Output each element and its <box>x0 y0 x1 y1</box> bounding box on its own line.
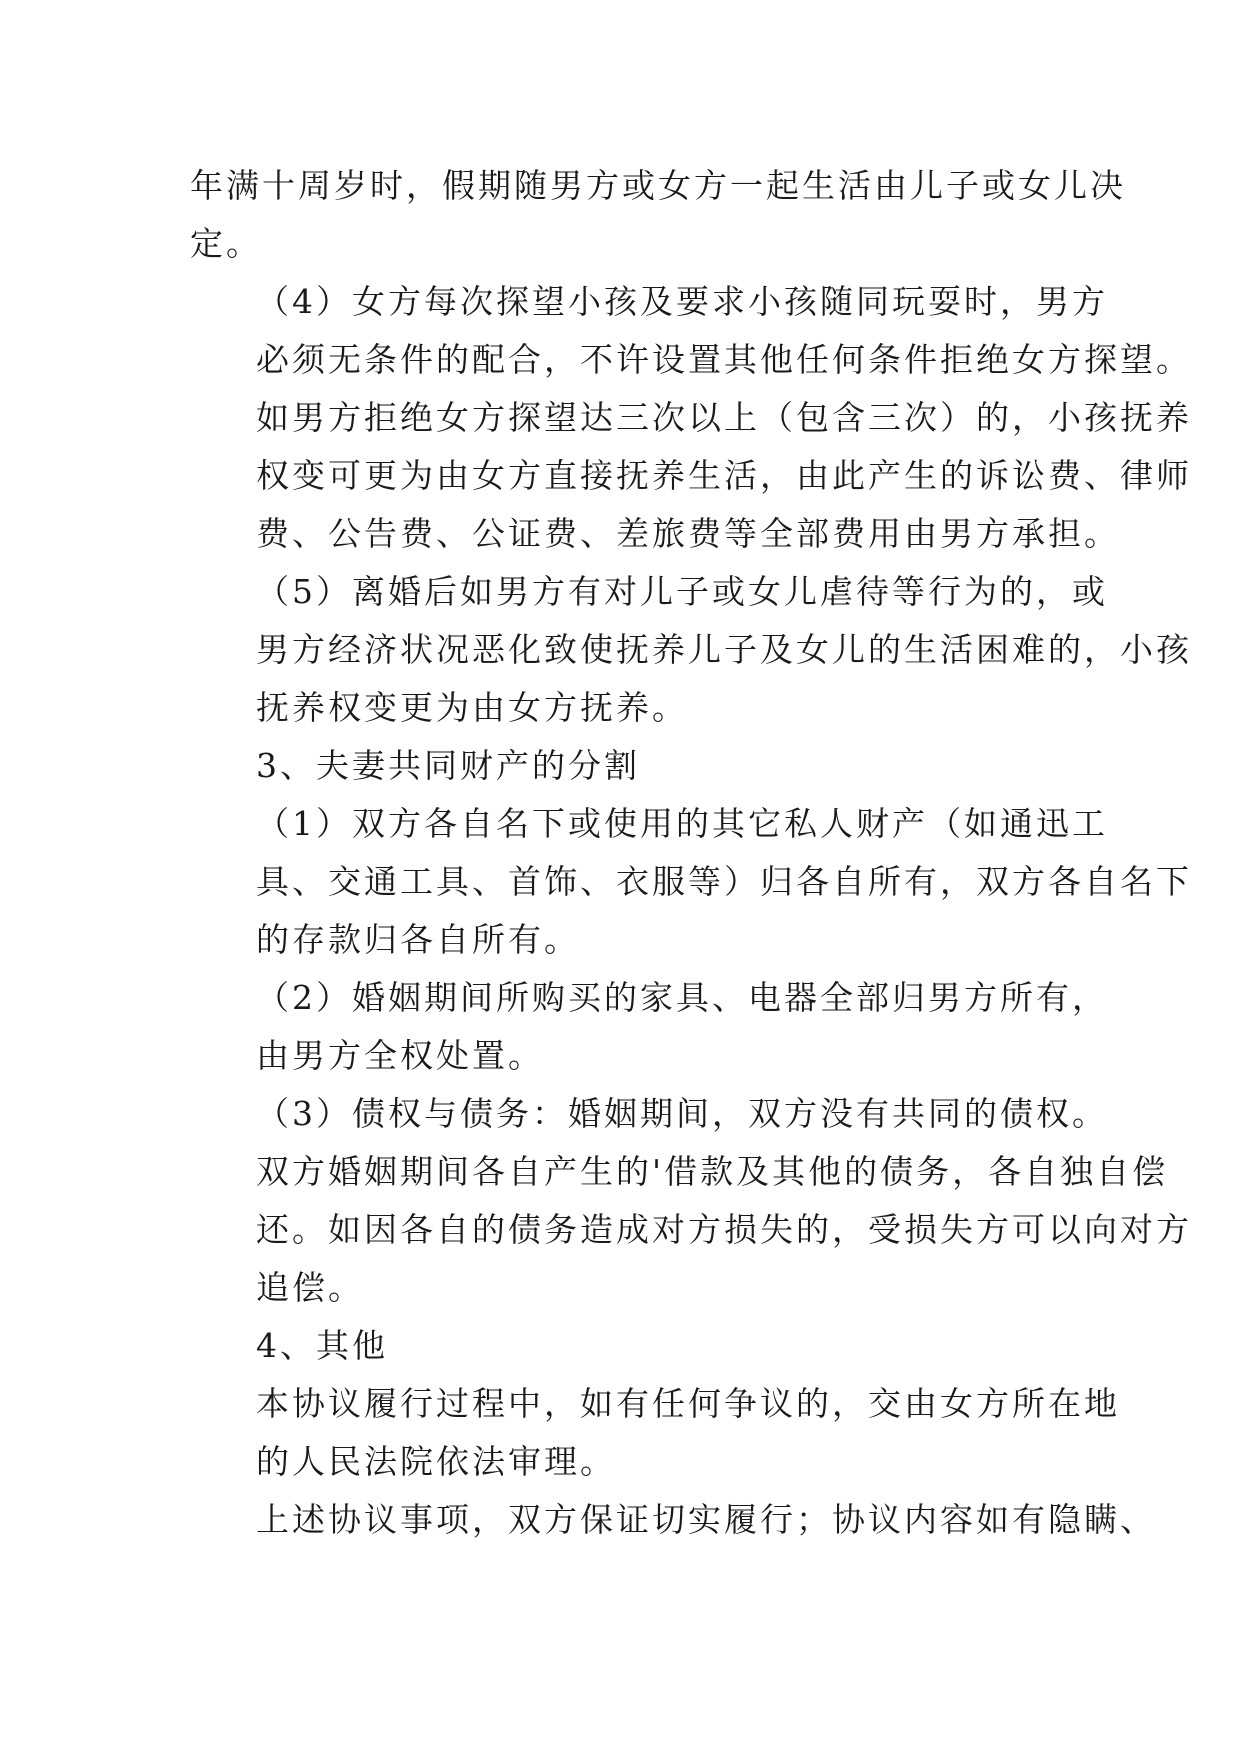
text-line: 由男方全权处置。 <box>256 1036 544 1075</box>
text-line: 必须无条件的配合，不许设置其他任何条件拒绝女方探望。 <box>256 340 1192 379</box>
paragraph-dispute-resolution <box>190 1375 1120 1491</box>
text-line: 3、夫妻共同财产的分割 <box>256 746 640 785</box>
paragraph-age-decision <box>190 157 1126 273</box>
text-line: 定。 <box>190 224 262 263</box>
text-line: 4、其他 <box>256 1326 388 1365</box>
paragraph-performance-guarantee <box>190 1491 1156 1549</box>
text-line: 双方婚姻期间各自产生的'借款及其他的债务，各自独自偿 <box>256 1152 1169 1191</box>
paragraph-property-clause-1 <box>190 795 1192 969</box>
text-line: 年满十周岁时，假期随男方或女方一起生活由儿子或女儿决 <box>190 166 1126 205</box>
text-line: （3）债权与债务：婚姻期间，双方没有共同的债权。 <box>256 1094 1108 1133</box>
text-line: 权变可更为由女方直接抚养生活，由此产生的诉讼费、律师 <box>256 456 1192 495</box>
paragraph-clause-4-visitation <box>190 273 1192 563</box>
text-line: 追偿。 <box>256 1268 364 1307</box>
text-line: 具、交通工具、首饰、衣服等）归各自所有，双方各自名下 <box>256 862 1192 901</box>
text-line: 还。如因各自的债务造成对方损失的，受损失方可以向对方 <box>256 1210 1192 1249</box>
text-line: 的存款归各自所有。 <box>256 920 580 959</box>
text-line: （5）离婚后如男方有对儿子或女儿虐待等行为的，或 <box>256 572 1108 611</box>
text-line: 如男方拒绝女方探望达三次以上（包含三次）的，小孩抚养 <box>256 398 1192 437</box>
paragraph-property-clause-2 <box>190 969 1108 1085</box>
text-line: （1）双方各自名下或使用的其它私人财产（如通迅工 <box>256 804 1108 843</box>
section-heading-other <box>190 1317 1052 1375</box>
document-body <box>190 157 1192 1549</box>
text-line: （4）女方每次探望小孩及要求小孩随同玩耍时，男方 <box>256 282 1108 321</box>
paragraph-clause-5-custody-change <box>190 563 1192 737</box>
text-line: 抚养权变更为由女方抚养。 <box>256 688 688 727</box>
text-line: 费、公告费、公证费、差旅费等全部费用由男方承担。 <box>256 514 1120 553</box>
text-line: （2）婚姻期间所购买的家具、电器全部归男方所有， <box>256 978 1108 1017</box>
text-line: 本协议履行过程中，如有任何争议的，交由女方所在地 <box>256 1384 1120 1423</box>
section-heading-property-division <box>190 737 1052 795</box>
paragraph-property-clause-3-debts <box>190 1085 1192 1317</box>
text-line: 上述协议事项，双方保证切实履行；协议内容如有隐瞒、 <box>256 1500 1156 1539</box>
text-line: 的人民法院依法审理。 <box>256 1442 616 1481</box>
text-line: 男方经济状况恶化致使抚养儿子及女儿的生活困难的，小孩 <box>256 630 1192 669</box>
